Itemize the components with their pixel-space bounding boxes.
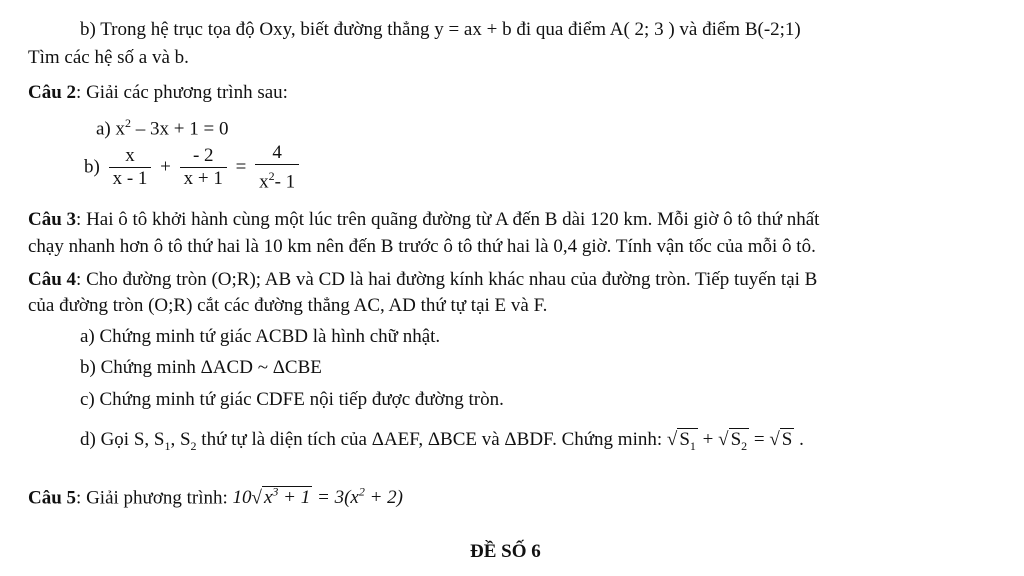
q1b-line1: b) Trong hệ trục tọa độ Oxy, biết đường thẳng y = ax + b đi qua điểm A( 2; 3 ) và điểm B(-2;1) — [80, 19, 801, 40]
q4-line2: của đường tròn (O;R) cắt các đường thẳng AC, AD thứ tự tại E và F. — [28, 295, 548, 316]
fraction-1: $\frac{x}{x - 1}$ — [109, 145, 152, 190]
q1b-line2: Tìm các hệ số a và b. — [28, 47, 189, 68]
fraction-2: $\frac{- 2}{x + 1}$ — [180, 145, 227, 190]
q4-label: Câu 4 — [28, 269, 77, 290]
q3-line2: chạy nhanh hơn ô tô thứ hai là 10 km nên đến B trước ô tô thứ hai là 0,4 giờ. Tính vận tốc của mỗi ô tô. — [28, 236, 816, 257]
q2-part-b: b) $\frac{x}{x - 1}$ + $\frac{- 2}{x + 1}$ = $\frac{4}{x^2- 1}$ — [84, 142, 303, 193]
q4-line1: Câu 4: Cho đường tròn (O;R); AB và CD là hai đường kính khác nhau của đường tròn. Tiếp tuyến tại B — [28, 269, 818, 290]
q4-part-b: b) Chứng minh ΔACD ~ ΔCBE — [80, 357, 322, 378]
q3-label: Câu 3 — [28, 209, 77, 230]
q4-part-a: a) Chứng minh tứ giác ACBD là hình chữ nhật. — [80, 326, 441, 347]
q2-label: Câu 2 — [28, 82, 77, 103]
q2-intro: : Giải các phương trình sau: — [76, 82, 288, 103]
q2-part-a: a) $x^2 - 3x + 1 = 0$ — [96, 116, 229, 140]
sqrt-s2: √ $S_2$ — [718, 429, 748, 453]
fraction-3: $\frac{4}{x^2- 1}$ — [255, 142, 299, 193]
q3-line1: Câu 3: Hai ô tô khởi hành cùng một lúc trên quãng đường từ A đến B dài 120 km. Mỗi giờ ô tô thứ nhất — [28, 209, 820, 230]
sqrt-s1: √ $S_1$ — [666, 429, 696, 453]
q4-part-c: c) Chứng minh tứ giác CDFE nội tiếp được đường tròn. — [80, 389, 504, 410]
q5-label: Câu 5 — [28, 487, 77, 509]
q5-line: Câu 5: Giải phương trình: 10√ $x^3 + 1 = 3(x^2 + 2)$ — [28, 485, 403, 509]
section-title: ĐỀ SỐ 6 — [470, 541, 541, 562]
sqrt-s: √ S — [769, 429, 793, 450]
q2-heading — [28, 81, 288, 105]
q5-equation: 10√ $x^3 + 1 = 3(x^2 + 2)$ — [232, 485, 403, 509]
q4-part-d: d) Gọi S, $S_1$, $S_2$ thứ tự là diện tích của ΔAEF, ΔBCE và ΔBDF. Chứng minh: √ $S_1$ + √ $S_2$ = √ S . — [80, 428, 804, 458]
